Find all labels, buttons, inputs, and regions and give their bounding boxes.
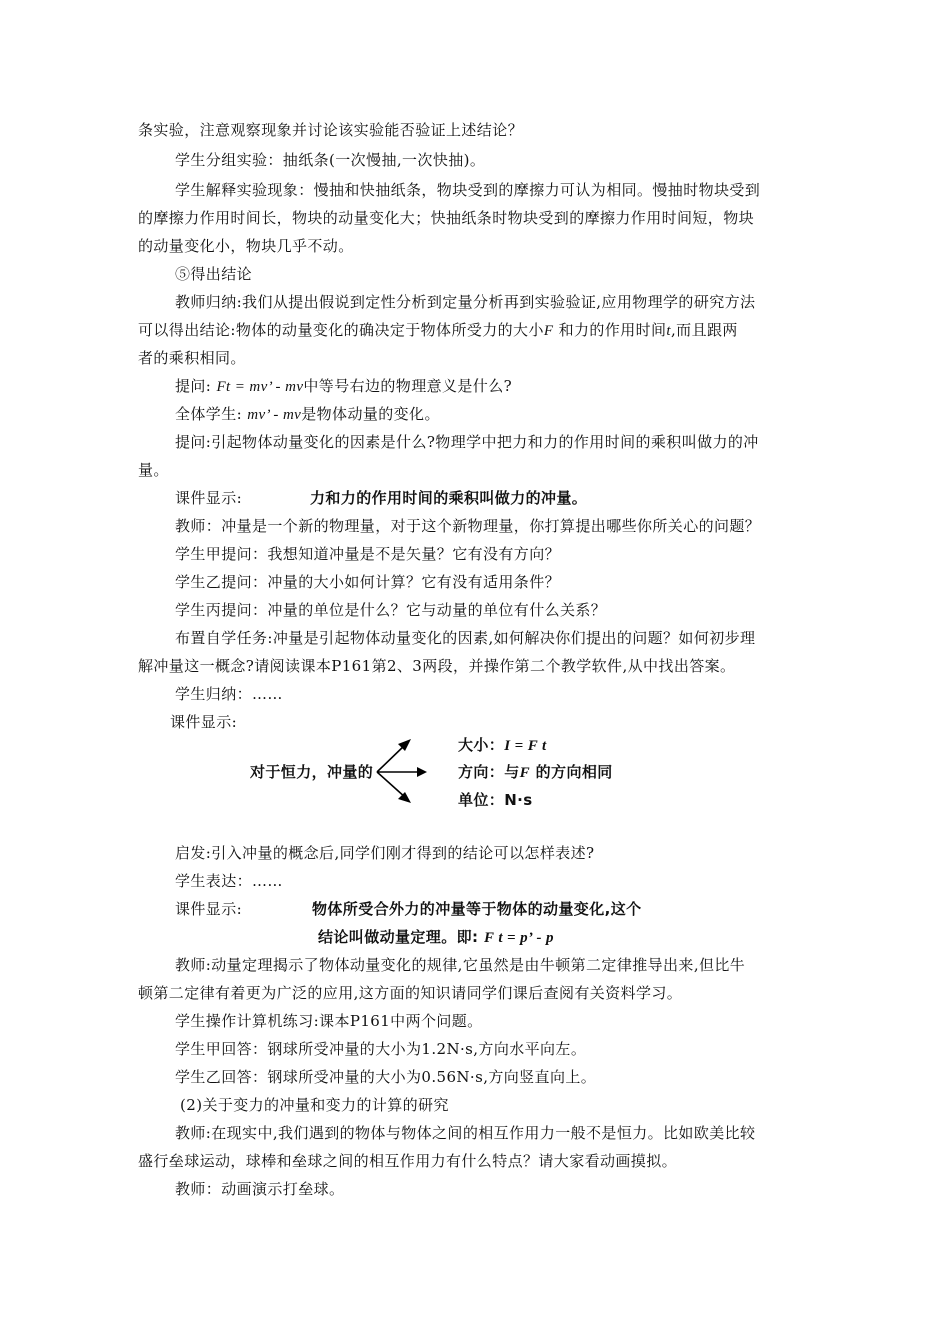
paragraph-line: 盛行垒球运动，球棒和垒球之间的相互作用力有什么特点？请大家看动画摸拟。 — [138, 1152, 678, 1170]
diagram-unit-item: 单位：N·s — [458, 791, 533, 809]
direction-variable: F — [519, 765, 531, 781]
text-run: 和力的作用时间 — [558, 321, 667, 339]
text-run: ,而且跟两 — [671, 321, 738, 339]
paragraph-line: 教师：冲量是一个新的物理量，对于这个新物理量，你打算提出哪些你所关心的问题？ — [175, 517, 761, 535]
paragraph-line: 教师：动画演示打垒球。 — [175, 1180, 345, 1198]
courseware-label: 课件显示: — [170, 713, 238, 731]
text-run: 可以得出结论:物体的动量变化的确决定于物体所受力的大小 — [138, 321, 544, 339]
diagram-direction-item — [458, 762, 613, 783]
paragraph-line: 学生归纳：…… — [175, 685, 283, 703]
paragraph-line: 条实验，注意观察现象并讨论该实验能否验证上述结论？ — [138, 121, 524, 139]
math-equation: Ft = mv’ - mv — [216, 379, 304, 395]
paragraph-line: 学生表达：…… — [175, 872, 283, 890]
paragraph-line: 量。 — [138, 461, 169, 479]
paragraph-line: 学生操作计算机练习:课本P161中两个问题。 — [175, 1012, 483, 1030]
paragraph-line: 顿第二定律有着更为广泛的应用,这方面的知识请同学们课后查阅有关资料学习。 — [138, 984, 683, 1002]
courseware-theorem-line2 — [318, 927, 554, 948]
arrow-up — [377, 744, 406, 772]
math-variable: F — [543, 323, 554, 339]
size-formula: I = F t — [504, 738, 547, 754]
text-run: 提问: — [175, 377, 212, 395]
courseware-label: 课件显示: — [175, 489, 243, 507]
courseware-label: 课件显示: — [175, 900, 243, 918]
paragraph-line: 提问:引起物体动量变化的因素是什么?物理学中把力和力的作用时间的乘积叫做力的冲 — [175, 433, 759, 451]
text-run: 是物体动量的变化。 — [301, 405, 440, 423]
text-run: 结论叫做动量定理。即: — [318, 928, 479, 946]
paragraph-line: 的动量变化小，物块几乎不动。 — [138, 237, 354, 255]
paragraph-line: 教师归纳:我们从提出假说到定性分析到定量分析再到实验验证,应用物理学的研究方法 — [175, 293, 756, 311]
section-heading: (2)关于变力的冲量和变力的计算的研究 — [180, 1096, 449, 1114]
diagram-left-label: 对于恒力，冲量的 — [250, 763, 374, 781]
diagram-arrows — [377, 744, 420, 798]
paragraph-line: 布置自学任务:冲量是引起物体动量变化的因素,如何解决你们提出的问题？如何初步理 — [175, 629, 756, 647]
paragraph-line: 解冲量这一概念?请阅读课本P161第2、3两段，并操作第二个教学软件,从中找出答案。 — [138, 657, 736, 675]
section-heading: ⑤得出结论 — [175, 265, 253, 283]
paragraph-line: 的摩擦力作用时间长，物块的动量变化大；快抽纸条时物块受到的摩擦力作用时间短，物块 — [138, 209, 755, 227]
arrowhead-right — [417, 767, 427, 777]
direction-label: 方向：与 — [458, 763, 520, 781]
paragraph-line: 者的乘积相同。 — [138, 349, 246, 367]
paragraph-line: 学生乙回答：钢球所受冲量的大小为0.56N·s,方向竖直向上。 — [175, 1068, 597, 1086]
paragraph-line: 教师:在现实中,我们遇到的物体与物体之间的相互作用力一般不是恒力。比如欧美比较 — [175, 1124, 756, 1142]
text-run: 中等号右边的物理意义是什么? — [303, 377, 513, 395]
arrow-down — [377, 772, 406, 798]
paragraph-line: 学生甲提问：我想知道冲量是不是矢量？它有没有方向？ — [175, 545, 561, 563]
paragraph-line: 启发:引入冲量的概念后,同学们刚才得到的结论可以怎样表述? — [175, 844, 595, 862]
diagram-size-item — [458, 735, 547, 756]
math-variable: t — [666, 323, 671, 339]
direction-rest: 的方向相同 — [530, 763, 613, 781]
theorem-formula: F t = p’ - p — [484, 930, 554, 946]
text-run: 全体学生: — [175, 405, 243, 423]
paragraph-line: 学生甲回答：钢球所受冲量的大小为1.2N·s,方向水平向左。 — [175, 1040, 587, 1058]
courseware-definition: 力和力的作用时间的乘积叫做力的冲量。 — [310, 489, 588, 507]
paragraph-line: 教师:动量定理揭示了物体动量变化的规律,它虽然是由牛顿第二定律推导出来,但比牛 — [175, 956, 746, 974]
courseware-theorem-line1: 物体所受合外力的冲量等于物体的动量变化,这个 — [312, 900, 642, 918]
paragraph-line: 学生解释实验现象：慢抽和快抽纸条，物块受到的摩擦力可认为相同。慢抽时物块受到 — [175, 181, 761, 199]
size-label: 大小： — [458, 736, 505, 754]
math-expression: mv’ - mv — [247, 407, 302, 423]
paragraph-line: 学生乙提问：冲量的大小如何计算？它有没有适用条件？ — [175, 573, 561, 591]
paragraph-line: 学生分组实验：抽纸条(一次慢抽,一次快抽)。 — [175, 151, 486, 169]
paragraph-line: 学生丙提问：冲量的单位是什么？它与动量的单位有什么关系？ — [175, 601, 607, 619]
